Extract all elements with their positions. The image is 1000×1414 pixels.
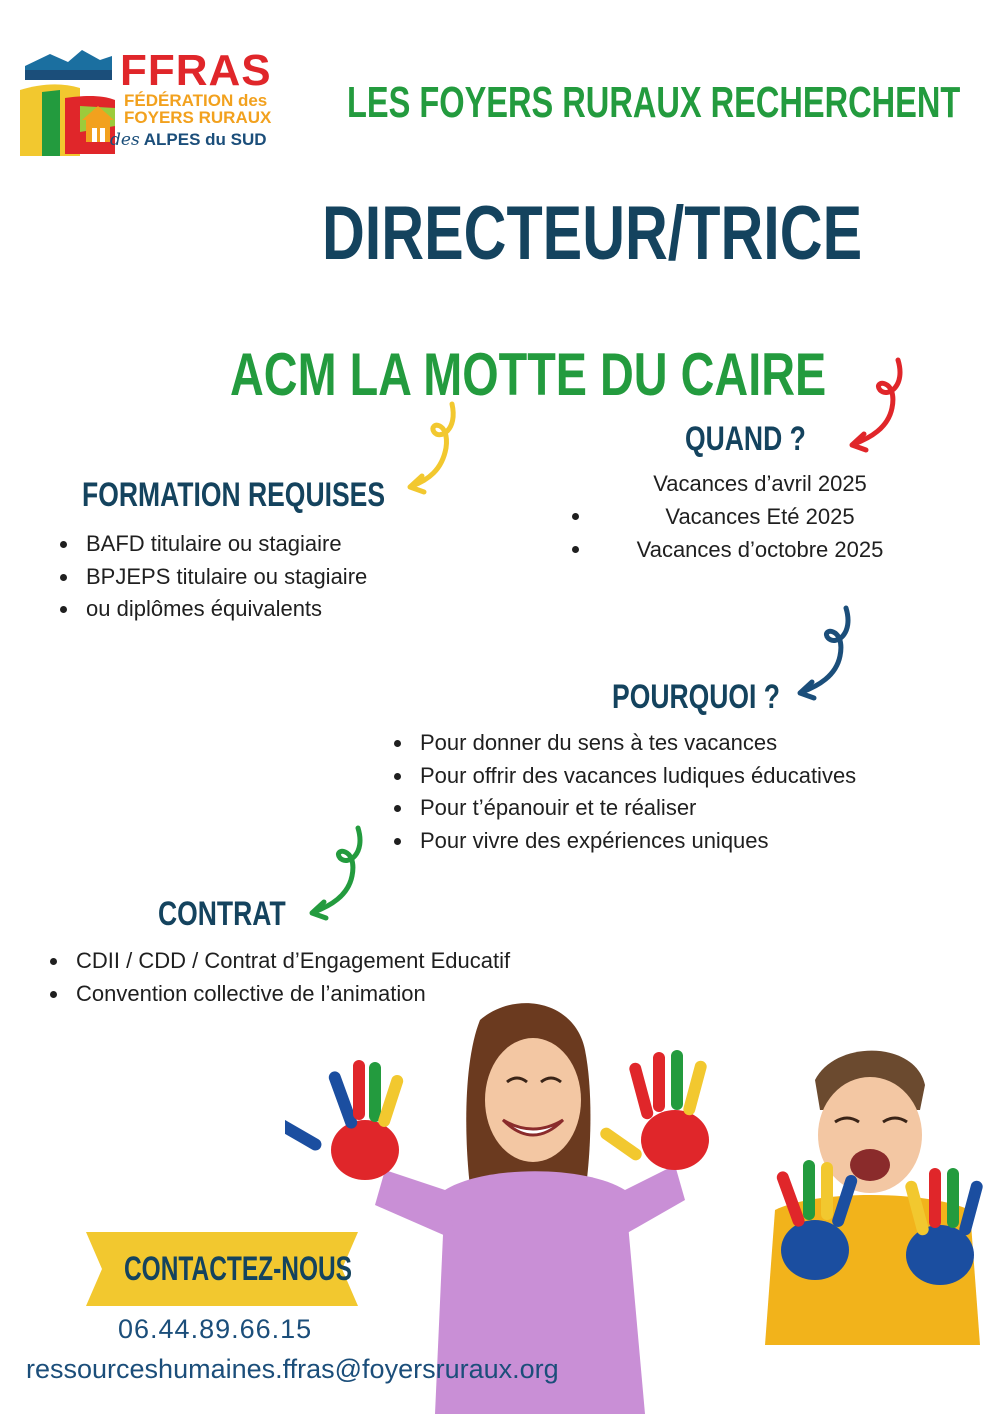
pourquoi-heading: POURQUOI ? <box>612 678 780 716</box>
list-item: Pour t’épanouir et te réaliser <box>392 792 856 825</box>
green-curly-arrow-icon <box>302 824 372 924</box>
contact-phone[interactable]: 06.44.89.66.15 <box>118 1314 313 1344</box>
logo-region-name: ALPES du SUD <box>143 130 267 149</box>
logo-name: FFRAS <box>120 46 272 95</box>
bullet-icon <box>572 546 579 553</box>
list-item: Pour offrir des vacances ludiques éducatives <box>392 760 856 793</box>
pourquoi-list <box>392 727 856 857</box>
list-item: BPJEPS titulaire ou stagiaire <box>58 561 367 594</box>
tagline: LES FOYERS RURAUX RECHERCHENT <box>347 78 961 127</box>
logo-region-prefix: des <box>110 130 140 150</box>
list-item: Pour donner du sens à tes vacances <box>392 727 856 760</box>
list-item-text: Vacances d’octobre 2025 <box>636 537 884 562</box>
list-item: Pour vivre des expériences uniques <box>392 825 856 858</box>
contrat-heading: CONTRAT <box>158 895 286 933</box>
quand-heading: QUAND ? <box>685 420 806 458</box>
list-item-text: Vacances Eté 2025 <box>665 504 855 529</box>
list-item-text: Vacances d’avril 2025 <box>653 471 867 496</box>
contact-email[interactable]: ressourceshumaines.ffras@foyersruraux.org <box>26 1354 559 1384</box>
boy-painted-hands-photo <box>745 1040 1000 1345</box>
logo-region <box>110 130 267 150</box>
list-item: ou diplômes équivalents <box>58 593 367 626</box>
formation-list <box>58 528 367 626</box>
yellow-curly-arrow-icon <box>400 400 470 500</box>
list-item <box>560 467 960 500</box>
list-item <box>560 533 960 566</box>
logo-federation-text <box>124 92 271 126</box>
logo-line-1: FÉDÉRATION des <box>124 91 268 110</box>
blue-curly-arrow-icon <box>790 604 860 704</box>
list-item: CDII / CDD / Contrat d’Engagement Educatif <box>48 945 510 978</box>
page-subtitle: ACM LA MOTTE DU CAIRE <box>230 341 827 408</box>
formation-heading: FORMATION REQUISES <box>82 476 386 514</box>
quand-list <box>560 467 960 566</box>
contact-button[interactable]: CONTACTEZ-NOUS <box>124 1250 353 1288</box>
list-item: Convention collective de l’animation <box>48 978 510 1011</box>
logo-line-2: FOYERS RURAUX <box>124 108 272 127</box>
list-item: BAFD titulaire ou stagiaire <box>58 528 367 561</box>
bullet-icon <box>572 513 579 520</box>
page-title: DIRECTEUR/TRICE <box>322 191 863 276</box>
red-curly-arrow-icon <box>842 356 912 456</box>
list-item <box>560 500 960 533</box>
girl-painted-hands-photo <box>285 990 735 1414</box>
